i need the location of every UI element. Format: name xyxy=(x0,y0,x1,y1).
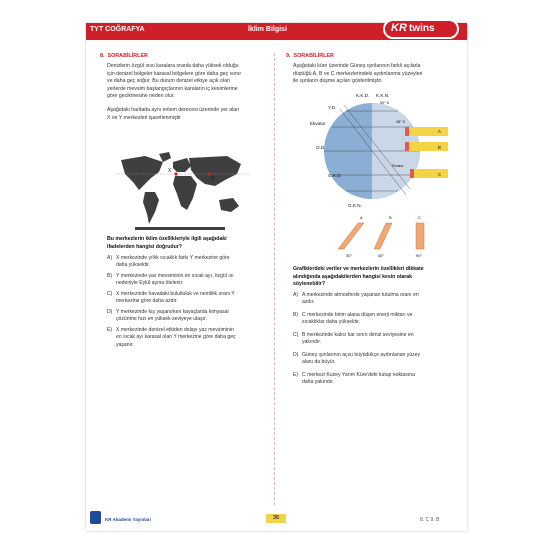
incidence-squares xyxy=(334,211,449,261)
angle-label-b: 45° xyxy=(378,253,385,258)
q8-para1-line: göre gecikmesine neden olur. xyxy=(107,93,175,100)
q8-para1-line: ve daha geç soğur. Bu durum denizel etkiye açık olan xyxy=(107,78,230,85)
q9-question-line: Grafiklerdeki veriler ve merkezlerin özellikleri dikkate xyxy=(293,266,424,272)
option-letter: A) xyxy=(107,255,113,261)
label-kkn: K.K.N. xyxy=(376,93,390,98)
ray-c xyxy=(414,169,448,178)
q8-para2-line: Aşağıdaki haritada aynı enlem derecesi üzerinde yer alan xyxy=(107,107,240,113)
option-line: merkezine göre daha azdır. xyxy=(116,298,178,305)
ray-a xyxy=(408,127,448,136)
option-line: çözünme hızı en yüksek seviyeye ulaşır. xyxy=(116,316,207,323)
square-label-c: C xyxy=(418,215,421,220)
q8-option-a[interactable] xyxy=(107,255,267,271)
q9-question-line: alındığında aşağıdakilerden hangisi kesin olarak xyxy=(293,273,413,280)
option-text xyxy=(302,372,415,387)
q9-option-c[interactable] xyxy=(293,332,461,348)
square-label-a: A xyxy=(360,215,363,220)
option-text xyxy=(302,352,420,367)
label-od: O.D. xyxy=(316,145,326,150)
q8-para1-line: yerlerde mevsim başlangıçlarının karaların iç kesimlerine xyxy=(107,85,238,92)
q9-number: 9. xyxy=(286,53,291,59)
option-line: alanı da büyür. xyxy=(302,359,336,366)
q8-para1-line: için denizel bölgeler karasal bölgelere göre daha geç ısınır xyxy=(107,70,242,77)
option-text xyxy=(116,291,235,306)
map-label-y: Y xyxy=(211,176,215,182)
option-letter: C) xyxy=(107,291,113,297)
ray-label-b: B xyxy=(438,145,441,150)
q8-heading xyxy=(100,53,148,59)
square-a xyxy=(338,223,364,249)
kr-twins-logo xyxy=(383,19,459,39)
option-letter: E) xyxy=(293,372,299,378)
option-line: sıcaklıklar daha yüksektir. xyxy=(302,319,361,326)
option-text xyxy=(116,273,234,288)
q9-question-line: söylenebilir? xyxy=(293,281,325,288)
angle-label-c: 90° xyxy=(416,253,423,258)
square-label-b: B xyxy=(389,215,392,220)
option-letter: A) xyxy=(293,292,299,298)
publisher-name: KR Akademi Yayınları xyxy=(105,517,152,522)
option-letter: B) xyxy=(293,312,299,318)
q9-option-a[interactable] xyxy=(293,292,461,308)
option-line: C merkezi Kuzey Yarım Küre'deki kutup noktasına xyxy=(302,372,415,378)
q8-question xyxy=(107,236,267,251)
option-letter: C) xyxy=(293,332,299,338)
label-kkd: K.K.D. xyxy=(356,93,370,98)
q9-paragraph xyxy=(293,63,461,86)
q9-heading xyxy=(286,53,334,59)
option-text xyxy=(302,312,412,327)
label-yd: Y.D. xyxy=(328,105,337,110)
label-90: 90° K xyxy=(380,101,390,105)
q9-para-line: düştüğü A, B ve C merkezlerindeki aydınlanma yüzeyleri xyxy=(293,70,423,77)
square-c xyxy=(416,223,424,249)
option-line: yaşanır. xyxy=(116,341,134,348)
ray-label-c: C xyxy=(438,172,442,177)
subject-title: TYT COĞRAFYA xyxy=(90,26,145,33)
angle-label-a: 30° xyxy=(346,253,353,258)
answer-key: 8. C 9. B xyxy=(420,517,440,523)
option-line: nedeniyle Eylül ayına ötelenir. xyxy=(116,280,184,287)
q8-question-line: Bu merkezlerin iklim özellikleriyle ilgili aşağıdaki xyxy=(107,236,227,242)
q8-question-line: ifadelerden hangisi doğrudur? xyxy=(107,243,182,250)
marker-x xyxy=(174,172,177,175)
header-bar xyxy=(86,23,467,40)
option-line: C merkezinde birim alana düşen enerji miktarı ve xyxy=(302,312,413,318)
q8-para2-line: X ve Y merkezleri işaretlenmiştir xyxy=(107,114,181,121)
q9-para-line: ile ışınların düşme açıları gösterilmiştir. xyxy=(293,78,383,85)
option-line: en sıcak ayı karasal olan Y merkezine göre daha geç xyxy=(116,334,236,341)
option-text xyxy=(302,332,414,347)
label-45: 45° K xyxy=(396,120,406,124)
topic-title: İklim Bilgisi xyxy=(248,26,287,33)
map-label-x: X xyxy=(168,168,172,174)
document-page xyxy=(86,23,467,531)
option-line: Y merkezinde kış yaşanırken kayaçlarda kimyasal xyxy=(116,309,229,315)
label-gkd: G.K.D. xyxy=(328,173,342,178)
q8-heading-text: SORABİLİRLER xyxy=(107,53,148,59)
label-ekvator-inner: Ekvator xyxy=(392,164,404,168)
q9-option-d[interactable] xyxy=(293,352,461,368)
world-map xyxy=(115,150,250,230)
q9-question xyxy=(293,266,461,289)
option-text xyxy=(302,292,419,307)
q8-option-c[interactable] xyxy=(107,291,267,307)
logo-kr-text: KR xyxy=(391,22,407,34)
option-text xyxy=(116,309,229,324)
option-letter: E) xyxy=(107,327,113,333)
option-line: Güneş ışınlarının açısı büyüdükçe aydınlanan yüzey xyxy=(302,352,421,358)
option-text xyxy=(116,255,230,270)
q8-para1-line: Denizlerin özgül ısısı karalara oranla daha yüksek olduğu xyxy=(107,63,239,69)
q8-option-b[interactable] xyxy=(107,273,267,289)
option-line: yakındır. xyxy=(302,339,322,346)
option-text xyxy=(116,327,236,349)
square-b xyxy=(374,223,392,249)
q9-heading-text: SORABİLİRLER xyxy=(293,53,334,59)
column-divider xyxy=(274,53,275,505)
option-line: X merkezinde yıllık sıcaklık farkı Y merkezine göre xyxy=(116,255,230,261)
q8-option-d[interactable] xyxy=(107,309,267,325)
antarctica-shape xyxy=(135,227,225,230)
logo-twins-text: twins xyxy=(409,23,435,34)
q9-option-e[interactable] xyxy=(293,372,461,388)
q8-paragraph-1 xyxy=(107,63,267,101)
option-letter: D) xyxy=(293,352,299,358)
q9-para-line: Aşağıdaki küre üzerinde Güneş ışınlarının farklı açılarla xyxy=(293,63,421,69)
option-line: A merkezinde atmosferde yaşanan tutulma oranı en xyxy=(302,292,419,298)
q8-number: 8. xyxy=(100,53,105,59)
option-line: azdır. xyxy=(302,299,315,306)
publisher-logo-icon xyxy=(90,511,101,524)
option-line: B merkezinde kalıcı kar sınırı deniz seviyesine en xyxy=(302,332,414,338)
option-letter: D) xyxy=(107,309,113,315)
q9-option-b[interactable] xyxy=(293,312,461,328)
option-line: daha yakındır. xyxy=(302,379,334,386)
ray-b xyxy=(408,142,448,151)
ray-label-a: A xyxy=(438,129,441,134)
option-line: Y merkezinde yaz mevsiminin en sıcak ayı, özgül ısı xyxy=(116,273,234,279)
label-ekvator: Ekvator xyxy=(310,121,326,126)
q8-option-e[interactable] xyxy=(107,327,267,351)
globe-diagram xyxy=(310,89,450,214)
option-line: daha yüksektir. xyxy=(116,262,150,269)
page-number: 35 xyxy=(266,514,286,523)
option-line: X merkezinde havadaki bulutluluk ve nemlilik oranı Y xyxy=(116,291,235,297)
option-line: X merkezinde denizel etkiden dolayı yaz mevsiminin xyxy=(116,327,234,333)
option-letter: B) xyxy=(107,273,113,279)
q8-paragraph-2 xyxy=(107,107,267,122)
label-gkn: G.K.N. xyxy=(348,203,362,208)
